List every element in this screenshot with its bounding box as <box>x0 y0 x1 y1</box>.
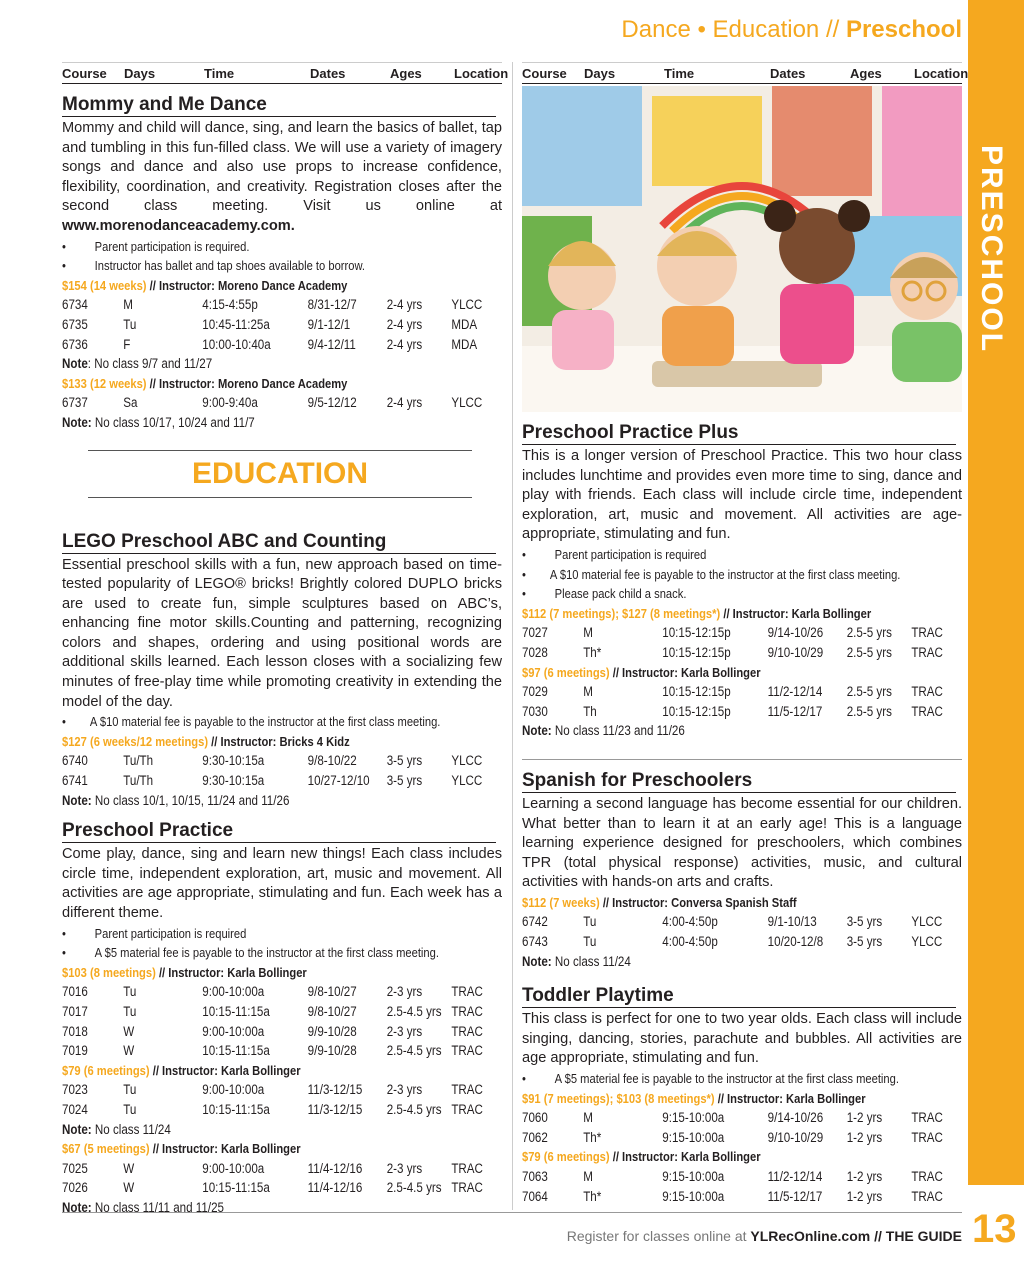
schedule-rows <box>62 295 502 354</box>
course-time: 10:15-11:15a <box>202 1043 270 1059</box>
schedule-row <box>62 295 502 315</box>
course-dates: 9/5-12/12 <box>307 395 357 411</box>
course-time: 4:15-4:55p <box>202 297 258 313</box>
schedule-rows <box>62 1080 502 1119</box>
course-title: Preschool Practice <box>62 820 496 843</box>
page-number: 13 <box>972 1207 1017 1251</box>
schedule-row <box>522 643 962 663</box>
course-number: 7029 <box>522 684 548 700</box>
course-dates: 11/3-12/15 <box>307 1101 363 1117</box>
bullet-item: • A $10 material fee is payable to the instructor at the first class meeting. <box>522 566 901 582</box>
course-number: 7028 <box>522 644 548 660</box>
course-number: 7064 <box>522 1188 548 1204</box>
course-ages: 2-4 yrs <box>386 297 423 313</box>
note-line: Note: No class 11/24 <box>62 1121 171 1137</box>
course-dates: 11/5-12/17 <box>767 1188 823 1204</box>
course-dates: 9/1-12/1 <box>307 316 351 332</box>
course-number: 7018 <box>62 1023 88 1039</box>
col-course: Course <box>522 66 567 81</box>
note-line: Note: No class 10/1, 10/15, 11/24 and 11/26 <box>62 792 290 808</box>
course-description: This is a longer version of Preschool Practice. This two hour class includes lunchtime and provides even more time to sing, dance and play with friends. Each class will include circle time, independent exploration, art, music and movement. All activities are age-appropriate, stimulating and fun. <box>522 448 962 543</box>
course-location: TRAC <box>451 1180 483 1196</box>
course-dates: 9/10-10/29 <box>767 644 824 660</box>
col-location: Location <box>914 66 969 81</box>
course-time: 10:15-11:15a <box>202 1180 270 1196</box>
children-art-photo <box>522 86 962 412</box>
schedule-row <box>522 623 962 643</box>
col-days: Days <box>124 66 156 81</box>
course-dates: 9/8-10/22 <box>307 753 357 769</box>
page-number-box <box>968 1185 1024 1272</box>
course-time: 9:00-10:00a <box>202 984 265 1000</box>
course-days: Tu <box>123 1003 137 1019</box>
education-heading-box <box>88 450 472 498</box>
course-location: TRAC <box>451 1043 483 1059</box>
price-line: $112 (7 meetings); $127 (8 meetings*) // Instructor: Karla Bollinger <box>522 605 872 621</box>
course-days: Th <box>583 703 597 719</box>
schedule-row <box>522 1187 962 1207</box>
course-ages: 2-4 yrs <box>386 336 423 352</box>
course-location: TRAC <box>911 684 943 700</box>
price-line: $133 (12 weeks) // Instructor: Moreno Dance Academy <box>62 375 348 391</box>
schedule-row <box>522 682 962 702</box>
course-ages: 3-5 yrs <box>846 934 883 950</box>
course-location: YLCC <box>911 914 943 930</box>
course-title: Toddler Playtime <box>522 985 956 1008</box>
course-dates: 11/5-12/17 <box>767 703 823 719</box>
right-column <box>522 62 969 1206</box>
course-time: 10:15-12:15p <box>662 625 731 641</box>
photo-illustration <box>522 86 962 412</box>
course-title: Preschool Practice Plus <box>522 422 956 445</box>
course-time: 9:30-10:15a <box>202 753 265 769</box>
course-time: 9:00-9:40a <box>202 395 258 411</box>
course-ages: 2.5-4.5 yrs <box>386 1180 442 1196</box>
course-dates: 9/14-10/26 <box>767 1110 824 1126</box>
schedule-row <box>522 912 962 932</box>
course-days: W <box>123 1023 135 1039</box>
schedule-row <box>62 1159 502 1179</box>
lego-section <box>62 531 502 811</box>
course-number: 7063 <box>522 1169 548 1184</box>
course-number: 6735 <box>62 316 88 332</box>
course-time: 9:00-10:00a <box>202 1023 265 1039</box>
schedule-row <box>62 1041 502 1061</box>
course-number: 7019 <box>62 1043 88 1059</box>
course-time: 9:30-10:15a <box>202 773 265 789</box>
course-time: 10:00-10:40a <box>202 336 271 352</box>
bullet-item: • Instructor has ballet and tap shoes available to borrow. <box>62 258 366 274</box>
course-dates: 8/31-12/7 <box>307 297 357 313</box>
course-location: TRAC <box>911 703 943 719</box>
col-time: Time <box>664 66 695 81</box>
course-ages: 3-5 yrs <box>386 773 423 789</box>
price-line: $103 (8 meetings) // Instructor: Karla Bollinger <box>62 964 307 980</box>
col-location: Location <box>454 66 509 81</box>
course-time: 10:15-12:15p <box>662 684 731 700</box>
course-location: TRAC <box>911 1110 943 1126</box>
course-time: 9:15-10:00a <box>662 1188 725 1204</box>
course-days: M <box>123 297 133 313</box>
course-dates: 9/8-10/27 <box>307 1003 357 1019</box>
course-time: 4:00-4:50p <box>662 934 718 950</box>
course-number: 7062 <box>522 1129 548 1145</box>
course-number: 7023 <box>62 1082 88 1098</box>
course-time: 10:15-11:15a <box>202 1003 270 1019</box>
course-number: 6737 <box>62 395 88 411</box>
schedule-rows <box>522 623 962 662</box>
course-time: 4:00-4:50p <box>662 914 718 930</box>
course-time: 10:45-11:25a <box>202 316 270 332</box>
price-line: $97 (6 meetings) // Instructor: Karla Bollinger <box>522 664 761 680</box>
course-days: W <box>123 1043 135 1059</box>
course-ages: 2.5-4.5 yrs <box>386 1003 442 1019</box>
preschool-practice-section <box>62 820 502 1217</box>
page-header <box>621 16 962 44</box>
course-ages: 2-3 yrs <box>386 1160 423 1176</box>
bullet-item: • Parent participation is required. <box>62 238 250 254</box>
course-location: YLCC <box>451 297 483 313</box>
schedule-row <box>522 1128 962 1148</box>
course-ages: 1-2 yrs <box>846 1129 883 1145</box>
course-dates: 11/4-12/16 <box>307 1180 363 1196</box>
col-dates: Dates <box>770 66 806 81</box>
schedule-row <box>62 1002 502 1022</box>
course-description: This class is perfect for one to two year olds. Each class will include singing, dancing, stories, parachute and bubbles. All activities are age appropriate, stimulating and fun. <box>522 1011 962 1067</box>
course-days: Th* <box>583 1129 602 1145</box>
course-days: Th* <box>583 644 602 660</box>
course-title: Spanish for Preschoolers <box>522 770 956 793</box>
course-dates: 11/2-12/14 <box>767 1169 823 1184</box>
course-dates: 9/9-10/28 <box>307 1043 357 1059</box>
note-line: Note: No class 10/17, 10/24 and 11/7 <box>62 414 255 430</box>
course-dates: 11/4-12/16 <box>307 1160 363 1176</box>
price-line: $154 (14 weeks) // Instructor: Moreno Dance Academy <box>62 277 348 293</box>
course-location: TRAC <box>451 1082 483 1098</box>
course-location: TRAC <box>451 1101 483 1117</box>
course-days: Tu <box>123 1101 137 1117</box>
side-section-label: PRESCHOOL <box>975 145 1008 354</box>
course-days: W <box>123 1160 135 1176</box>
course-dates: 9/4-12/11 <box>307 336 356 352</box>
course-number: 7030 <box>522 703 548 719</box>
course-location: YLCC <box>911 934 943 950</box>
footer-guide: // THE GUIDE <box>870 1228 962 1244</box>
course-days: Tu <box>123 316 137 332</box>
schedule-row <box>62 1100 502 1120</box>
footer-site-link[interactable]: YLRecOnline.com <box>750 1228 871 1244</box>
course-description: Learning a second language has become essential for our children. What better than to learn it at an early age! This is a language learning experience designed for preschoolers, which combines TPR (total physical response) activities, music, and cultural activities with hands-on arts and crafts. <box>522 795 962 891</box>
course-ages: 2.5-4.5 yrs <box>386 1101 442 1117</box>
education-heading: EDUCATION <box>191 457 369 490</box>
course-days: M <box>583 684 593 700</box>
course-ages: 3-5 yrs <box>386 753 423 769</box>
course-ages: 2.5-5 yrs <box>846 644 892 660</box>
section-divider <box>522 759 962 760</box>
course-number: 7025 <box>62 1160 88 1176</box>
course-number: 7016 <box>62 984 88 1000</box>
course-location: TRAC <box>911 1129 943 1145</box>
col-time: Time <box>204 66 235 81</box>
schedule-rows <box>522 912 962 951</box>
course-ages: 2-3 yrs <box>386 984 423 1000</box>
header-section: Preschool <box>845 16 962 43</box>
course-dates: 9/1-10/13 <box>767 914 817 930</box>
course-days: Tu/Th <box>123 773 154 789</box>
course-number: 6742 <box>522 914 548 930</box>
course-days: M <box>583 1110 593 1126</box>
course-location: YLCC <box>451 395 483 411</box>
course-number: 7027 <box>522 625 548 641</box>
course-days: Sa <box>123 395 138 411</box>
note-line: Note: No class 11/23 and 11/26 <box>522 723 685 739</box>
course-ages: 2.5-4.5 yrs <box>386 1043 442 1059</box>
course-time: 9:15-10:00a <box>662 1169 725 1184</box>
price-line: $127 (6 weeks/12 meetings) // Instructor: Bricks 4 Kidz <box>62 733 350 749</box>
course-title: LEGO Preschool ABC and Counting <box>62 531 496 554</box>
course-dates: 10/27-12/10 <box>307 773 370 789</box>
course-number: 6736 <box>62 336 88 352</box>
course-dates: 10/20-12/8 <box>767 934 824 950</box>
schedule-row <box>62 982 502 1002</box>
price-line: $79 (6 meetings) // Instructor: Karla Bollinger <box>62 1062 301 1078</box>
course-dates: 11/2-12/14 <box>767 684 823 700</box>
col-dates: Dates <box>310 66 346 81</box>
schedule-row <box>522 1167 962 1187</box>
course-days: Tu/Th <box>123 753 154 769</box>
mommy-and-me-section <box>62 94 502 433</box>
course-ages: 2.5-5 yrs <box>846 684 892 700</box>
course-time: 10:15-11:15a <box>202 1101 270 1117</box>
schedule-row <box>522 702 962 722</box>
course-number: 6741 <box>62 773 88 789</box>
schedule-row <box>522 1108 962 1128</box>
course-ages: 2-4 yrs <box>386 316 423 332</box>
schedule-rows <box>62 982 502 1060</box>
schedule-rows <box>62 751 502 790</box>
schedule-row <box>62 1022 502 1042</box>
course-location: MDA <box>451 336 478 352</box>
course-ages: 1-2 yrs <box>846 1110 883 1126</box>
course-time: 10:15-12:15p <box>662 644 731 660</box>
course-number: 7060 <box>522 1110 548 1126</box>
schedule-rows <box>522 682 962 721</box>
note-line: Note: No class 9/7 and 11/27 <box>62 356 213 372</box>
side-strip <box>968 0 1024 1272</box>
price-line: $79 (6 meetings) // Instructor: Karla Bollinger <box>522 1149 761 1165</box>
col-ages: Ages <box>390 66 422 81</box>
course-description: Come play, dance, sing and learn new things! Each class includes circle time, independent exploration, art, music and movement. All activities are age appropriate, stimulating and fun. Each week has a different theme. <box>62 846 502 921</box>
note-line: Note: No class 11/24 <box>522 953 631 969</box>
course-number: 6743 <box>522 934 548 950</box>
course-days: Tu <box>123 984 137 1000</box>
schedule-row <box>62 1178 502 1198</box>
course-dates: 11/3-12/15 <box>307 1082 363 1098</box>
column-divider <box>512 62 513 1210</box>
col-ages: Ages <box>850 66 882 81</box>
course-number: 7017 <box>62 1003 88 1019</box>
course-days: Tu <box>123 1082 137 1098</box>
course-location: MDA <box>451 316 478 332</box>
header-prefix: Dance • Education // <box>621 16 846 43</box>
course-location: TRAC <box>451 1003 483 1019</box>
course-days: M <box>583 625 593 641</box>
bullet-item: • A $5 material fee is payable to the instructor at the first class meeting. <box>522 1071 899 1087</box>
bullet-item: • A $10 material fee is payable to the instructor at the first class meeting. <box>62 714 441 730</box>
schedule-row <box>62 335 502 355</box>
course-time: 10:15-12:15p <box>662 703 731 719</box>
course-location: TRAC <box>911 625 943 641</box>
course-dates: 9/9-10/28 <box>307 1023 357 1039</box>
column-header <box>522 62 969 84</box>
price-line: $67 (5 meetings) // Instructor: Karla Bollinger <box>62 1141 301 1157</box>
course-number: 7024 <box>62 1101 88 1117</box>
course-title: Mommy and Me Dance <box>62 94 496 117</box>
note-line: Note: No class 11/11 and 11/25 <box>62 1199 224 1215</box>
course-number: 7026 <box>62 1180 88 1196</box>
course-url[interactable]: www.morenodanceacademy.com. <box>62 217 295 234</box>
course-description: Mommy and child will dance, sing, and learn the basics of ballet, tap and tumbling in this fun-filled class. We will use a variety of imagery songs and dance and also use props to increase confidence, flexibility, coordination, and creativity. Registration closes after the second class meeting. Visit us online at www.morenodanceacademy.com. <box>62 120 502 234</box>
course-days: Th* <box>583 1188 602 1204</box>
schedule-rows <box>522 1108 962 1147</box>
course-location: TRAC <box>451 984 483 1000</box>
schedule-row <box>62 771 502 791</box>
course-location: TRAC <box>451 1160 483 1176</box>
price-line: $91 (7 meetings); $103 (8 meetings*) // Instructor: Karla Bollinger <box>522 1090 866 1106</box>
course-location: YLCC <box>451 753 483 769</box>
course-ages: 3-5 yrs <box>846 914 883 930</box>
schedule-row <box>62 1080 502 1100</box>
schedule-rows <box>62 1159 502 1198</box>
column-header <box>62 62 509 84</box>
course-description: Essential preschool skills with a fun, new approach based on time-tested popularity of LEGO® bricks! Brightly colored DUPLO bricks are used to create fun, simple sculptures based on ABC’s, enhancing fine motor skills.Counting and patterning, recognizing colors and shapes, ordering and using positional words are additional skills learned. Each lesson closes with a socializing few minutes of free-play time while promoting creativity in extending the model of the day. <box>62 556 502 710</box>
schedule-row <box>522 932 962 952</box>
course-number: 6734 <box>62 297 88 313</box>
schedule-rows <box>62 393 502 413</box>
course-time: 9:00-10:00a <box>202 1082 265 1098</box>
course-ages: 2.5-5 yrs <box>846 703 892 719</box>
schedule-row <box>62 751 502 771</box>
bullet-item: • A $5 material fee is payable to the instructor at the first class meeting. <box>62 945 439 961</box>
course-number: 6740 <box>62 753 88 769</box>
toddler-section <box>522 985 962 1206</box>
bullet-item: • Please pack child a snack. <box>522 586 687 602</box>
course-days: W <box>123 1180 135 1196</box>
col-days: Days <box>584 66 616 81</box>
page-footer <box>567 1228 962 1244</box>
practice-plus-section <box>522 422 962 741</box>
schedule-row <box>62 393 502 413</box>
course-dates: 9/8-10/27 <box>307 984 357 1000</box>
footer-text: Register for classes online at <box>566 1228 751 1244</box>
bullet-item: • Parent participation is required <box>522 546 707 562</box>
schedule-row <box>62 315 502 335</box>
schedule-rows <box>522 1167 962 1206</box>
course-ages: 2-3 yrs <box>386 1023 423 1039</box>
course-days: F <box>123 336 131 352</box>
course-days: Tu <box>583 914 597 930</box>
price-line: $112 (7 weeks) // Instructor: Conversa Spanish Staff <box>522 894 797 910</box>
course-location: TRAC <box>911 1169 943 1184</box>
spanish-section <box>522 770 962 971</box>
course-time: 9:00-10:00a <box>202 1160 265 1176</box>
course-ages: 1-2 yrs <box>846 1169 883 1184</box>
course-time: 9:15-10:00a <box>662 1110 725 1126</box>
course-dates: 9/10-10/29 <box>767 1129 824 1145</box>
course-location: TRAC <box>911 644 943 660</box>
course-time: 9:15-10:00a <box>662 1129 725 1145</box>
course-location: TRAC <box>451 1023 483 1039</box>
left-column <box>62 62 509 1218</box>
course-location: YLCC <box>451 773 483 789</box>
course-days: Tu <box>583 934 597 950</box>
course-ages: 2.5-5 yrs <box>846 625 892 641</box>
col-course: Course <box>62 66 107 81</box>
footer-rule <box>62 1212 962 1213</box>
course-ages: 2-4 yrs <box>386 395 423 411</box>
bullet-item: • Parent participation is required <box>62 925 247 941</box>
course-days: M <box>583 1169 593 1184</box>
course-ages: 2-3 yrs <box>386 1082 423 1098</box>
course-location: TRAC <box>911 1188 943 1204</box>
course-dates: 9/14-10/26 <box>767 625 824 641</box>
course-ages: 1-2 yrs <box>846 1188 883 1204</box>
